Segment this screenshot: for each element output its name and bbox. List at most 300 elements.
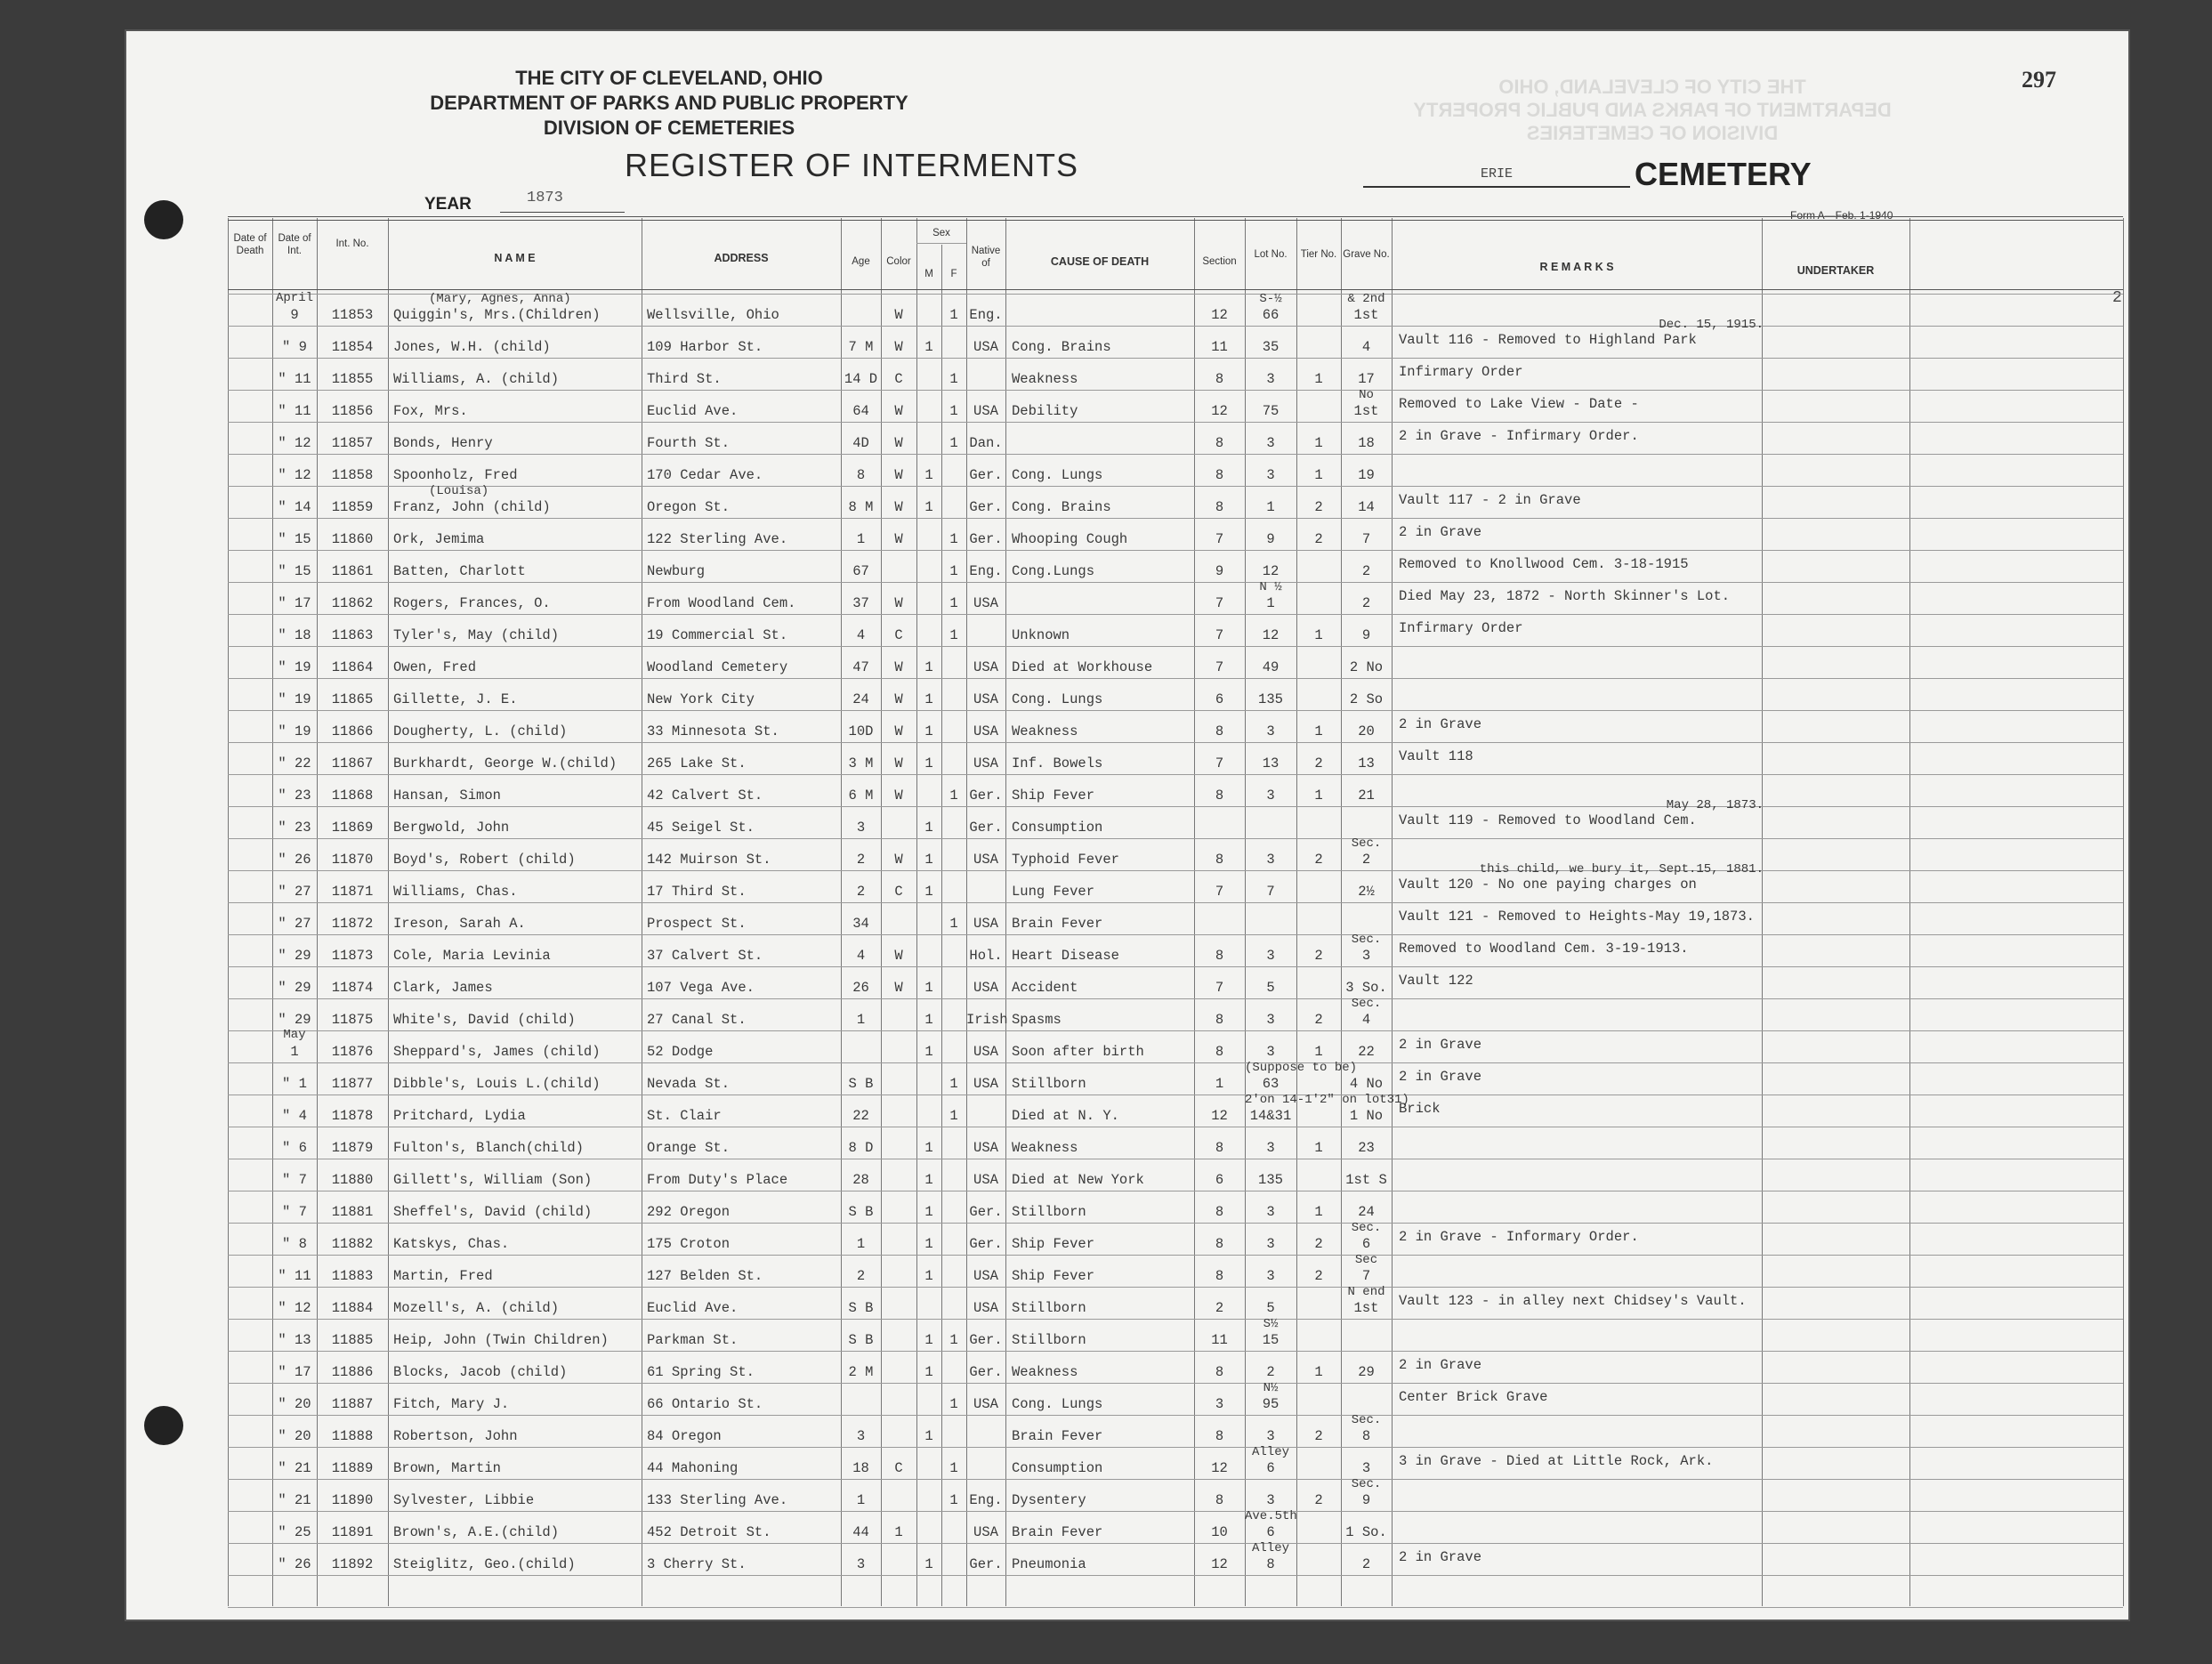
- cell-cause: Died at Workhouse: [1012, 659, 1153, 675]
- cell-name: Dibble's, Louis L.(child): [393, 1076, 601, 1092]
- cell-address: St. Clair: [647, 1108, 722, 1124]
- cell-cause: Lung Fever: [1012, 884, 1095, 900]
- cell-int: 11890: [331, 1492, 374, 1508]
- cell-f: 1: [949, 307, 958, 323]
- cell-grave-top: Sec.: [1351, 933, 1382, 947]
- cell-grave: 1 So.: [1345, 1524, 1387, 1540]
- cell-f: 1: [949, 1396, 958, 1412]
- cell-native: Dan.: [969, 435, 1003, 451]
- cell-lot: 1: [1266, 499, 1275, 515]
- cell-color: W: [894, 980, 903, 996]
- cell-cause: Died at N. Y.: [1012, 1108, 1119, 1124]
- cell-lot: 6: [1266, 1524, 1275, 1540]
- cell-lot: 8: [1266, 1556, 1275, 1572]
- cell-address: Newburg: [647, 563, 706, 579]
- cell-address: 292 Oregon: [647, 1204, 731, 1220]
- cell-lot: 7: [1266, 884, 1275, 900]
- page-number: 297: [2022, 67, 2056, 93]
- cell-age: 1: [856, 1492, 866, 1508]
- cell-native: Ger.: [969, 820, 1003, 836]
- cell-grave: 6: [1361, 1236, 1371, 1252]
- cell-native: Ger.: [969, 499, 1003, 515]
- cell-f: 1: [949, 627, 958, 643]
- cell-native: Ger.: [969, 531, 1003, 547]
- cell-tier: 1: [1314, 467, 1323, 483]
- cell-age: 6 M: [848, 788, 874, 804]
- cell-m: 1: [924, 980, 933, 996]
- division-heading: DIVISION OF CEMETERIES: [543, 117, 795, 139]
- cell-date: " 12: [278, 1300, 311, 1316]
- bleed-through: THE CITY OF CLEVELAND, OHIO DEPARTMENT OF PARKS AND PUBLIC PROPERTY DIVISION OF CEMETERIES: [1413, 76, 1892, 144]
- cell-tier: 1: [1314, 371, 1323, 387]
- cell-native: USA: [973, 1396, 998, 1412]
- cell-native: Ger.: [969, 788, 1003, 804]
- column-header-int-no: Int. No.: [335, 238, 369, 249]
- cell-remarks: 2 in Grave - Infirmary Order.: [1399, 428, 1639, 444]
- cell-f: 1: [949, 788, 958, 804]
- cell-int: 11871: [331, 884, 374, 900]
- cell-grave-top: Sec.: [1351, 1477, 1382, 1491]
- cell-tier: 2: [1314, 852, 1323, 868]
- cell-address: 45 Seigel St.: [647, 820, 755, 836]
- cell-native: Ger.: [969, 1364, 1003, 1380]
- cell-name: Jones, W.H. (child): [393, 339, 551, 355]
- cell-grave: 23: [1358, 1140, 1375, 1156]
- cell-date: " 20: [278, 1428, 311, 1444]
- cell-color: C: [894, 1460, 903, 1476]
- cell-age: 3: [856, 820, 866, 836]
- cell-native: USA: [973, 755, 998, 771]
- cell-f: 1: [949, 371, 958, 387]
- cell-age: 1: [856, 531, 866, 547]
- cell-section: 7: [1215, 755, 1224, 771]
- cell-address: 27 Canal St.: [647, 1012, 747, 1028]
- cell-int: 11867: [331, 755, 374, 771]
- cell-color: W: [894, 435, 903, 451]
- cell-lot: 66: [1262, 307, 1280, 323]
- cell-cause: Ship Fever: [1012, 1268, 1095, 1284]
- cell-name: White's, David (child): [393, 1012, 576, 1028]
- cell-int: 11878: [331, 1108, 374, 1124]
- cell-int: 11872: [331, 916, 374, 932]
- cell-age: 2: [856, 852, 866, 868]
- cell-age: 22: [852, 1108, 869, 1124]
- cell-section: 12: [1211, 307, 1228, 323]
- cell-grave: 24: [1358, 1204, 1375, 1220]
- cell-color: W: [894, 339, 903, 355]
- cell-date: " 6: [282, 1140, 307, 1156]
- row-rule: [228, 1575, 2123, 1576]
- cell-date: " 1: [282, 1076, 307, 1092]
- cell-address: From Duty's Place: [647, 1172, 788, 1188]
- cell-lot: 63: [1262, 1076, 1280, 1092]
- cell-m: 1: [924, 1044, 933, 1060]
- cell-remarks: 2 in Grave: [1399, 1069, 1482, 1085]
- cell-remarks: Vault 120 - No one paying charges on: [1399, 876, 1697, 893]
- column-header-m: M: [924, 269, 933, 279]
- cell-int: 11874: [331, 980, 374, 996]
- cell-f: 1: [949, 1076, 958, 1092]
- cell-address: Third St.: [647, 371, 722, 387]
- cell-lot: 75: [1262, 403, 1280, 419]
- cell-color: W: [894, 755, 903, 771]
- city-heading: THE CITY OF CLEVELAND, OHIO: [515, 67, 823, 89]
- cell-section: 8: [1215, 1204, 1224, 1220]
- cell-name: Fox, Mrs.: [393, 403, 468, 419]
- column-header-address: ADDRESS: [714, 252, 769, 264]
- cell-section: 8: [1215, 852, 1224, 868]
- cell-tier: 1: [1314, 435, 1323, 451]
- cell-address: 133 Sterling Ave.: [647, 1492, 788, 1508]
- cell-section: 9: [1215, 563, 1224, 579]
- cell-grave: 2: [1361, 595, 1371, 611]
- cell-f: 1: [949, 1108, 958, 1124]
- cell-tier: 2: [1314, 531, 1323, 547]
- cell-date: " 7: [282, 1172, 307, 1188]
- cell-section: 6: [1215, 691, 1224, 707]
- cell-lot-top: Alley: [1251, 1541, 1289, 1555]
- cell-color: W: [894, 403, 903, 419]
- cell-lot: 3: [1266, 1140, 1275, 1156]
- cell-address: Fourth St.: [647, 435, 731, 451]
- cell-section: 7: [1215, 884, 1224, 900]
- cell-age: 8 M: [848, 499, 874, 515]
- cell-date: " 19: [278, 691, 311, 707]
- cell-remarks: Vault 116 - Removed to Highland Park: [1399, 332, 1697, 348]
- cell-date: " 17: [278, 1364, 311, 1380]
- cell-age: 44: [852, 1524, 869, 1540]
- cell-tier: 1: [1314, 627, 1323, 643]
- cell-address: Prospect St.: [647, 916, 747, 932]
- cell-lot: 3: [1266, 1044, 1275, 1060]
- cell-m: 1: [924, 820, 933, 836]
- cell-cause: Brain Fever: [1012, 916, 1103, 932]
- cell-tier: 1: [1314, 1364, 1323, 1380]
- cell-remarks: Infirmary Order: [1399, 620, 1523, 636]
- cell-age: 1: [856, 1236, 866, 1252]
- cell-section: 2: [1215, 1300, 1224, 1316]
- cell-native: USA: [973, 1172, 998, 1188]
- column-header-lot: Lot No.: [1254, 249, 1288, 260]
- cell-lot: 3: [1266, 788, 1275, 804]
- cell-tier: 1: [1314, 1140, 1323, 1156]
- cell-address: Orange St.: [647, 1140, 731, 1156]
- cell-cause: Stillborn: [1012, 1076, 1086, 1092]
- cell-cause: Cong. Lungs: [1012, 691, 1103, 707]
- cell-color: C: [894, 627, 903, 643]
- cell-color: W: [894, 788, 903, 804]
- cell-remarks: Infirmary Order: [1399, 364, 1523, 380]
- cell-address: Oregon St.: [647, 499, 731, 515]
- column-header-date-int: Date of Int.: [278, 233, 311, 256]
- cell-age: S B: [848, 1204, 874, 1220]
- cell-address: 170 Cedar Ave.: [647, 467, 763, 483]
- cell-cause: Cong. Lungs: [1012, 1396, 1103, 1412]
- cell-m: 1: [924, 691, 933, 707]
- cell-date: " 13: [278, 1332, 311, 1348]
- cell-remarks: 2 in Grave: [1399, 1549, 1482, 1565]
- cell-color: C: [894, 884, 903, 900]
- cell-section: 8: [1215, 948, 1224, 964]
- cell-date: " 27: [278, 916, 311, 932]
- cell-int: 11879: [331, 1140, 374, 1156]
- cell-name: Williams, Chas.: [393, 884, 518, 900]
- cell-f: 1: [949, 403, 958, 419]
- cell-address: 33 Minnesota St.: [647, 723, 779, 739]
- cell-cause: Stillborn: [1012, 1204, 1086, 1220]
- cell-address: 109 Harbor St.: [647, 339, 763, 355]
- cell-grave: 3: [1361, 948, 1371, 964]
- cell-date: " 19: [278, 659, 311, 675]
- cell-date: " 21: [278, 1460, 311, 1476]
- cell-grave-top: Sec: [1354, 1253, 1378, 1267]
- cell-cause: Whooping Cough: [1012, 531, 1128, 547]
- cell-name: Owen, Fred: [393, 659, 477, 675]
- cell-lot-top: S-½: [1259, 292, 1282, 306]
- cell-address: 122 Sterling Ave.: [647, 531, 788, 547]
- cell-age: 64: [852, 403, 869, 419]
- cell-tier: 2: [1314, 1428, 1323, 1444]
- cell-cause: Accident: [1012, 980, 1078, 996]
- cell-int: 11887: [331, 1396, 374, 1412]
- cell-name: Gillett's, William (Son): [393, 1172, 593, 1188]
- cell-address: 142 Muirson St.: [647, 852, 771, 868]
- cell-cause: Cong. Brains: [1012, 499, 1111, 515]
- cell-address: 265 Lake St.: [647, 755, 747, 771]
- cell-remarks: Removed to Lake View - Date -: [1399, 396, 1639, 412]
- cell-cause: Pneumonia: [1012, 1556, 1086, 1572]
- cell-native: USA: [973, 339, 998, 355]
- cell-grave: 4: [1361, 339, 1371, 355]
- column-header-grave: Grave No.: [1343, 249, 1390, 260]
- cell-date: " 12: [278, 467, 311, 483]
- cell-cause: Consumption: [1012, 1460, 1103, 1476]
- cell-section: 8: [1215, 723, 1224, 739]
- year-value: 1873: [500, 190, 625, 213]
- cell-age: S B: [848, 1076, 874, 1092]
- cell-name: Rogers, Frances, O.: [393, 595, 551, 611]
- cell-int: 11882: [331, 1236, 374, 1252]
- cell-native: Ger.: [969, 1556, 1003, 1572]
- cell-age: 14 D: [844, 371, 878, 387]
- cell-lot: 13: [1262, 755, 1280, 771]
- cell-int: 11860: [331, 531, 374, 547]
- cell-name: Boyd's, Robert (child): [393, 852, 576, 868]
- cell-int: 11889: [331, 1460, 374, 1476]
- cell-section: 8: [1215, 1140, 1224, 1156]
- cell-cause: Weakness: [1012, 723, 1078, 739]
- column-header-sex: Sex: [932, 228, 950, 238]
- cell-m: 1: [924, 1268, 933, 1284]
- cell-address: Woodland Cemetery: [647, 659, 788, 675]
- cell-name: Clark, James: [393, 980, 493, 996]
- cell-remarks: Center Brick Grave: [1399, 1389, 1548, 1405]
- cell-address: 44 Mahoning: [647, 1460, 739, 1476]
- cell-age: S B: [848, 1332, 874, 1348]
- cell-remarks: Vault 121 - Removed to Heights-May 19,1873.: [1399, 909, 1755, 925]
- cell-address: 175 Croton: [647, 1236, 731, 1252]
- cell-section: 12: [1211, 1556, 1228, 1572]
- register-title: REGISTER OF INTERMENTS: [625, 147, 1079, 183]
- cell-address: New York City: [647, 691, 755, 707]
- cell-cause: Spasms: [1012, 1012, 1062, 1028]
- cell-grave: 1st S: [1345, 1172, 1387, 1188]
- year-label: YEAR: [424, 195, 472, 214]
- cell-address: 84 Oregon: [647, 1428, 722, 1444]
- cell-date: " 23: [278, 820, 311, 836]
- cell-cause: Soon after birth: [1012, 1044, 1144, 1060]
- cell-lot: 6: [1266, 1460, 1275, 1476]
- cell-address: Euclid Ave.: [647, 1300, 739, 1316]
- cell-date: " 17: [278, 595, 311, 611]
- cell-age: 2 M: [848, 1364, 874, 1380]
- cell-cause: Consumption: [1012, 820, 1103, 836]
- cell-int: 11885: [331, 1332, 374, 1348]
- cell-name: Hansan, Simon: [393, 788, 501, 804]
- cell-lot: 14&31: [1249, 1108, 1292, 1124]
- cell-date: " 7: [282, 1204, 307, 1220]
- cell-date: " 29: [278, 980, 311, 996]
- cell-date: " 21: [278, 1492, 311, 1508]
- cell-m: 1: [924, 467, 933, 483]
- cell-lot: 135: [1258, 691, 1283, 707]
- cell-address: 3 Cherry St.: [647, 1556, 747, 1572]
- cell-native: Ger.: [969, 1204, 1003, 1220]
- cell-native: USA: [973, 1268, 998, 1284]
- cell-lot-top: N½: [1263, 1381, 1279, 1395]
- cell-section: 1: [1215, 1076, 1224, 1092]
- cell-int: 11866: [331, 723, 374, 739]
- cell-age: S B: [848, 1300, 874, 1316]
- binder-hole: [144, 1406, 183, 1445]
- cell-lot: 1: [1266, 595, 1275, 611]
- cell-age: 37: [852, 595, 869, 611]
- cell-remarks: Vault 118: [1399, 748, 1473, 764]
- cell-int: 11875: [331, 1012, 374, 1028]
- cell-native: Eng.: [969, 1492, 1003, 1508]
- cell-cause: Typhoid Fever: [1012, 852, 1119, 868]
- cell-grave: 20: [1358, 723, 1375, 739]
- cell-name: Mozell's, A. (child): [393, 1300, 560, 1316]
- cell-cause: Ship Fever: [1012, 1236, 1095, 1252]
- cell-lot: 3: [1266, 1236, 1275, 1252]
- cell-remarks: Brick: [1399, 1101, 1441, 1117]
- cell-date: 1: [290, 1044, 299, 1060]
- cell-address: Parkman St.: [647, 1332, 739, 1348]
- cell-color: W: [894, 948, 903, 964]
- cell-int: 11863: [331, 627, 374, 643]
- cell-section: 8: [1215, 371, 1224, 387]
- cell-address: From Woodland Cem.: [647, 595, 796, 611]
- cell-name: Ireson, Sarah A.: [393, 916, 526, 932]
- column-header-date-death: Date of Death: [233, 233, 267, 256]
- cell-lot: 3: [1266, 852, 1275, 868]
- cell-lot: 3: [1266, 1012, 1275, 1028]
- cell-int: 11869: [331, 820, 374, 836]
- cell-native: USA: [973, 1140, 998, 1156]
- cell-m: 1: [924, 723, 933, 739]
- cell-lot: 3: [1266, 467, 1275, 483]
- cell-int: 11856: [331, 403, 374, 419]
- sex-header-rule: [916, 243, 966, 244]
- side-mark: 2: [2112, 289, 2122, 307]
- cell-lot: 3: [1266, 435, 1275, 451]
- cell-address: 52 Dodge: [647, 1044, 714, 1060]
- header-rule: [228, 216, 2123, 217]
- cell-native: Ger.: [969, 467, 1003, 483]
- cell-m: 1: [924, 1012, 933, 1028]
- cemetery-name: ERIE: [1363, 166, 1630, 188]
- cell-lot: 3: [1266, 1268, 1275, 1284]
- cell-name: Dougherty, L. (child): [393, 723, 568, 739]
- cell-date: " 23: [278, 788, 311, 804]
- cell-date: " 11: [278, 371, 311, 387]
- cell-cause: Stillborn: [1012, 1332, 1086, 1348]
- cell-section: 7: [1215, 627, 1224, 643]
- cell-section: 8: [1215, 1364, 1224, 1380]
- column-header-native: Native of: [971, 246, 1001, 269]
- department-heading: DEPARTMENT OF PARKS AND PUBLIC PROPERTY: [430, 92, 908, 114]
- cell-age: 47: [852, 659, 869, 675]
- cell-section: 6: [1215, 1172, 1224, 1188]
- cell-address: 19 Commercial St.: [647, 627, 788, 643]
- cell-date: " 11: [278, 1268, 311, 1284]
- cell-remarks: 2 in Grave: [1399, 524, 1482, 540]
- cell-section: 12: [1211, 403, 1228, 419]
- cell-tier: 2: [1314, 1236, 1323, 1252]
- cell-lot: 135: [1258, 1172, 1283, 1188]
- cell-f: 1: [949, 595, 958, 611]
- cell-m: 1: [924, 1556, 933, 1572]
- cell-date: " 11: [278, 403, 311, 419]
- column-header-color: Color: [886, 256, 911, 267]
- cell-cause: Brain Fever: [1012, 1524, 1103, 1540]
- cell-lot: 2: [1266, 1364, 1275, 1380]
- cell-name: Sylvester, Libbie: [393, 1492, 535, 1508]
- cell-f: 1: [949, 916, 958, 932]
- cell-int: 11855: [331, 371, 374, 387]
- column-header-remarks: R E M A R K S: [1539, 261, 1614, 273]
- cell-int: 11873: [331, 948, 374, 964]
- cell-age: 3 M: [848, 755, 874, 771]
- cell-address: 127 Belden St.: [647, 1268, 763, 1284]
- cell-lot: 49: [1262, 659, 1280, 675]
- cell-native: Irish: [966, 1012, 1008, 1028]
- cell-age: 24: [852, 691, 869, 707]
- cell-cause: Inf. Bowels: [1012, 755, 1103, 771]
- cell-grave: 1st: [1353, 307, 1379, 323]
- cell-age: 67: [852, 563, 869, 579]
- cell-color: 1: [894, 1524, 903, 1540]
- cell-age: 26: [852, 980, 869, 996]
- cell-remarks: Died May 23, 1872 - North Skinner's Lot.: [1399, 588, 1731, 604]
- cell-name: Brown, Martin: [393, 1460, 501, 1476]
- cell-color: W: [894, 659, 903, 675]
- cell-m: 1: [924, 499, 933, 515]
- cell-date: " 26: [278, 852, 311, 868]
- cell-m: 1: [924, 755, 933, 771]
- cell-address: 37 Calvert St.: [647, 948, 763, 964]
- cell-color: W: [894, 595, 903, 611]
- cell-cause: Brain Fever: [1012, 1428, 1103, 1444]
- cell-m: 1: [924, 659, 933, 675]
- cell-cause: Dysentery: [1012, 1492, 1086, 1508]
- cell-remarks: 2 in Grave: [1399, 716, 1482, 732]
- cell-name: Quiggin's, Mrs.(Children): [393, 307, 601, 323]
- cell-grave-top: Sec.: [1351, 1413, 1382, 1427]
- cell-native: USA: [973, 1300, 998, 1316]
- cell-int: 11861: [331, 563, 374, 579]
